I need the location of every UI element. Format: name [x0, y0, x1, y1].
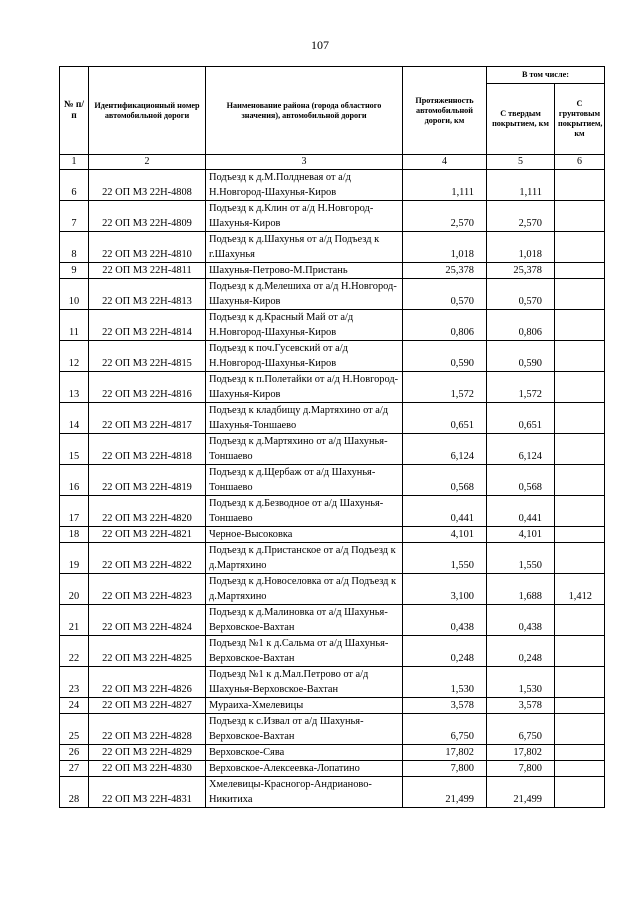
row-number: 28	[60, 777, 89, 808]
column-number: 1	[60, 155, 89, 170]
row-number: 14	[60, 403, 89, 434]
table-row	[60, 777, 605, 808]
hard-surface-length: 4,101	[487, 527, 555, 543]
table-row	[60, 527, 605, 543]
road-length: 1,530	[403, 667, 487, 698]
road-length: 0,568	[403, 465, 487, 496]
road-name: Подъезд №1 к д.Мал.Петрово от а/д Шахунья-Верховское-Вахтан	[206, 667, 403, 698]
dirt-surface-length	[555, 170, 605, 201]
column-number: 5	[487, 155, 555, 170]
table-row	[60, 543, 605, 574]
page-number: 107	[311, 38, 329, 52]
hard-surface-length: 1,111	[487, 170, 555, 201]
road-id: 22 ОП МЗ 22Н-4816	[89, 372, 206, 403]
road-name: Подъезд к д.М.Полдневая от а/д Н.Новгород-Шахунья-Киров	[206, 170, 403, 201]
road-length: 4,101	[403, 527, 487, 543]
road-id: 22 ОП МЗ 22Н-4829	[89, 745, 206, 761]
hard-surface-length: 6,750	[487, 714, 555, 745]
column-number-row	[60, 155, 605, 170]
table-row	[60, 279, 605, 310]
dirt-surface-length	[555, 667, 605, 698]
row-number: 11	[60, 310, 89, 341]
dirt-surface-length	[555, 403, 605, 434]
road-length: 3,100	[403, 574, 487, 605]
table-row	[60, 698, 605, 714]
hard-surface-length: 1,018	[487, 232, 555, 263]
dirt-surface-length	[555, 636, 605, 667]
column-number: 3	[206, 155, 403, 170]
road-id: 22 ОП МЗ 22Н-4813	[89, 279, 206, 310]
table-row	[60, 496, 605, 527]
table-row	[60, 310, 605, 341]
row-number: 17	[60, 496, 89, 527]
road-id: 22 ОП МЗ 22Н-4815	[89, 341, 206, 372]
road-length: 1,018	[403, 232, 487, 263]
road-name: Подъезд к д.Клин от а/д Н.Новгород-Шахунья-Киров	[206, 201, 403, 232]
road-length: 0,590	[403, 341, 487, 372]
row-number: 27	[60, 761, 89, 777]
hard-surface-length: 0,570	[487, 279, 555, 310]
hard-surface-length: 0,806	[487, 310, 555, 341]
row-number: 22	[60, 636, 89, 667]
hard-surface-length: 7,800	[487, 761, 555, 777]
road-id: 22 ОП МЗ 22Н-4808	[89, 170, 206, 201]
road-length: 2,570	[403, 201, 487, 232]
road-name: Подъезд к с.Извал от а/д Шахунья-Верховское-Вахтан	[206, 714, 403, 745]
road-id: 22 ОП МЗ 22Н-4819	[89, 465, 206, 496]
dirt-surface-length	[555, 496, 605, 527]
row-number: 7	[60, 201, 89, 232]
dirt-surface-length	[555, 465, 605, 496]
hard-surface-length: 17,802	[487, 745, 555, 761]
hard-surface-length: 1,530	[487, 667, 555, 698]
row-number: 6	[60, 170, 89, 201]
dirt-surface-length	[555, 745, 605, 761]
road-name: Подъезд к д.Новоселовка от а/д Подъезд к д.Мартяхино	[206, 574, 403, 605]
road-id: 22 ОП МЗ 22Н-4811	[89, 263, 206, 279]
dirt-surface-length	[555, 698, 605, 714]
row-number: 10	[60, 279, 89, 310]
road-name: Подъезд к д.Мелешиха от а/д Н.Новгород-Шахунья-Киров	[206, 279, 403, 310]
table-row	[60, 372, 605, 403]
road-id: 22 ОП МЗ 22Н-4828	[89, 714, 206, 745]
dirt-surface-length	[555, 605, 605, 636]
road-name: Подъезд к д.Безводное от а/д Шахунья-Тоншаево	[206, 496, 403, 527]
road-length: 0,651	[403, 403, 487, 434]
hard-surface-length: 1,550	[487, 543, 555, 574]
road-length: 1,572	[403, 372, 487, 403]
road-id: 22 ОП МЗ 22Н-4825	[89, 636, 206, 667]
table-row	[60, 714, 605, 745]
row-number: 23	[60, 667, 89, 698]
road-name: Подъезд №1 к д.Сальма от а/д Шахунья-Верховское-Вахтан	[206, 636, 403, 667]
dirt-surface-length	[555, 777, 605, 808]
dirt-surface-length	[555, 310, 605, 341]
road-name: Подъезд к д.Мартяхино от а/д Шахунья-Тоншаево	[206, 434, 403, 465]
road-id: 22 ОП МЗ 22Н-4809	[89, 201, 206, 232]
header-name: Наименование района (города областного значения), автомобильной дороги	[206, 67, 403, 155]
header-length: Протяженность автомобильной дороги, км	[403, 67, 487, 155]
road-name: Подъезд к д.Шахунья от а/д Подъезд к г.Шахунья	[206, 232, 403, 263]
road-id: 22 ОП МЗ 22Н-4823	[89, 574, 206, 605]
road-id: 22 ОП МЗ 22Н-4820	[89, 496, 206, 527]
header-including: В том числе:	[487, 67, 605, 84]
table-row	[60, 761, 605, 777]
dirt-surface-length	[555, 341, 605, 372]
hard-surface-length: 0,441	[487, 496, 555, 527]
road-id: 22 ОП МЗ 22Н-4830	[89, 761, 206, 777]
road-length: 0,438	[403, 605, 487, 636]
table-row	[60, 465, 605, 496]
row-number: 21	[60, 605, 89, 636]
table-row	[60, 232, 605, 263]
row-number: 26	[60, 745, 89, 761]
hard-surface-length: 0,590	[487, 341, 555, 372]
road-length: 17,802	[403, 745, 487, 761]
table-row	[60, 201, 605, 232]
table-row	[60, 605, 605, 636]
table-row	[60, 745, 605, 761]
hard-surface-length: 0,651	[487, 403, 555, 434]
row-number: 19	[60, 543, 89, 574]
road-length: 0,570	[403, 279, 487, 310]
road-id: 22 ОП МЗ 22Н-4826	[89, 667, 206, 698]
road-name: Верховское-Сява	[206, 745, 403, 761]
road-length: 1,550	[403, 543, 487, 574]
roads-table	[59, 66, 605, 808]
road-id: 22 ОП МЗ 22Н-4818	[89, 434, 206, 465]
table-row	[60, 636, 605, 667]
hard-surface-length: 1,572	[487, 372, 555, 403]
dirt-surface-length: 1,412	[555, 574, 605, 605]
dirt-surface-length	[555, 527, 605, 543]
hard-surface-length: 25,378	[487, 263, 555, 279]
row-number: 9	[60, 263, 89, 279]
table-row	[60, 574, 605, 605]
dirt-surface-length	[555, 714, 605, 745]
row-number: 16	[60, 465, 89, 496]
road-length: 25,378	[403, 263, 487, 279]
row-number: 20	[60, 574, 89, 605]
row-number: 24	[60, 698, 89, 714]
header-hard: С твердым покрытием, км	[487, 84, 555, 155]
dirt-surface-length	[555, 201, 605, 232]
hard-surface-length: 3,578	[487, 698, 555, 714]
header-num: № п/п	[60, 67, 89, 155]
dirt-surface-length	[555, 434, 605, 465]
header-id: Идентификационный номер автомобильной дороги	[89, 67, 206, 155]
hard-surface-length: 0,248	[487, 636, 555, 667]
road-name: Хмелевицы-Красногор-Андрианово-Никитиха	[206, 777, 403, 808]
hard-surface-length: 0,438	[487, 605, 555, 636]
road-length: 3,578	[403, 698, 487, 714]
road-name: Подъезд к д.Красный Май от а/д Н.Новгород-Шахунья-Киров	[206, 310, 403, 341]
table-row	[60, 434, 605, 465]
road-length: 6,750	[403, 714, 487, 745]
row-number: 12	[60, 341, 89, 372]
row-number: 8	[60, 232, 89, 263]
road-id: 22 ОП МЗ 22Н-4824	[89, 605, 206, 636]
road-length: 0,248	[403, 636, 487, 667]
dirt-surface-length	[555, 263, 605, 279]
road-length: 0,441	[403, 496, 487, 527]
road-id: 22 ОП МЗ 22Н-4821	[89, 527, 206, 543]
road-length: 6,124	[403, 434, 487, 465]
road-id: 22 ОП МЗ 22Н-4831	[89, 777, 206, 808]
table-row	[60, 170, 605, 201]
row-number: 13	[60, 372, 89, 403]
dirt-surface-length	[555, 372, 605, 403]
road-id: 22 ОП МЗ 22Н-4822	[89, 543, 206, 574]
row-number: 15	[60, 434, 89, 465]
road-length: 0,806	[403, 310, 487, 341]
hard-surface-length: 1,688	[487, 574, 555, 605]
table-row	[60, 403, 605, 434]
road-name: Подъезд к д.Малиновка от а/д Шахунья-Верховское-Вахтан	[206, 605, 403, 636]
road-name: Подъезд к кладбищу д.Мартяхино от а/д Шахунья-Тоншаево	[206, 403, 403, 434]
hard-surface-length: 2,570	[487, 201, 555, 232]
road-name: Верховское-Алексеевка-Лопатино	[206, 761, 403, 777]
road-name: Черное-Высоковка	[206, 527, 403, 543]
road-id: 22 ОП МЗ 22Н-4814	[89, 310, 206, 341]
table-row	[60, 341, 605, 372]
hard-surface-length: 6,124	[487, 434, 555, 465]
road-id: 22 ОП МЗ 22Н-4817	[89, 403, 206, 434]
row-number: 25	[60, 714, 89, 745]
column-number: 4	[403, 155, 487, 170]
column-number: 6	[555, 155, 605, 170]
road-name: Подъезд к д.Пристанское от а/д Подъезд к д.Мартяхино	[206, 543, 403, 574]
road-name: Подъезд к п.Полетайки от а/д Н.Новгород-Шахунья-Киров	[206, 372, 403, 403]
table-row	[60, 667, 605, 698]
road-length: 1,111	[403, 170, 487, 201]
road-name: Подъезд к д.Щербаж от а/д Шахунья-Тоншаево	[206, 465, 403, 496]
dirt-surface-length	[555, 279, 605, 310]
header-dirt: С грунтовым покрытием, км	[555, 84, 605, 155]
dirt-surface-length	[555, 543, 605, 574]
dirt-surface-length	[555, 232, 605, 263]
road-name: Шахунья-Петрово-М.Пристань	[206, 263, 403, 279]
row-number: 18	[60, 527, 89, 543]
road-length: 7,800	[403, 761, 487, 777]
hard-surface-length: 21,499	[487, 777, 555, 808]
dirt-surface-length	[555, 761, 605, 777]
road-name: Подъезд к поч.Гусевский от а/д Н.Новгород-Шахунья-Киров	[206, 341, 403, 372]
road-id: 22 ОП МЗ 22Н-4827	[89, 698, 206, 714]
road-id: 22 ОП МЗ 22Н-4810	[89, 232, 206, 263]
table-row	[60, 263, 605, 279]
road-length: 21,499	[403, 777, 487, 808]
road-name: Мураиха-Хмелевицы	[206, 698, 403, 714]
column-number: 2	[89, 155, 206, 170]
hard-surface-length: 0,568	[487, 465, 555, 496]
